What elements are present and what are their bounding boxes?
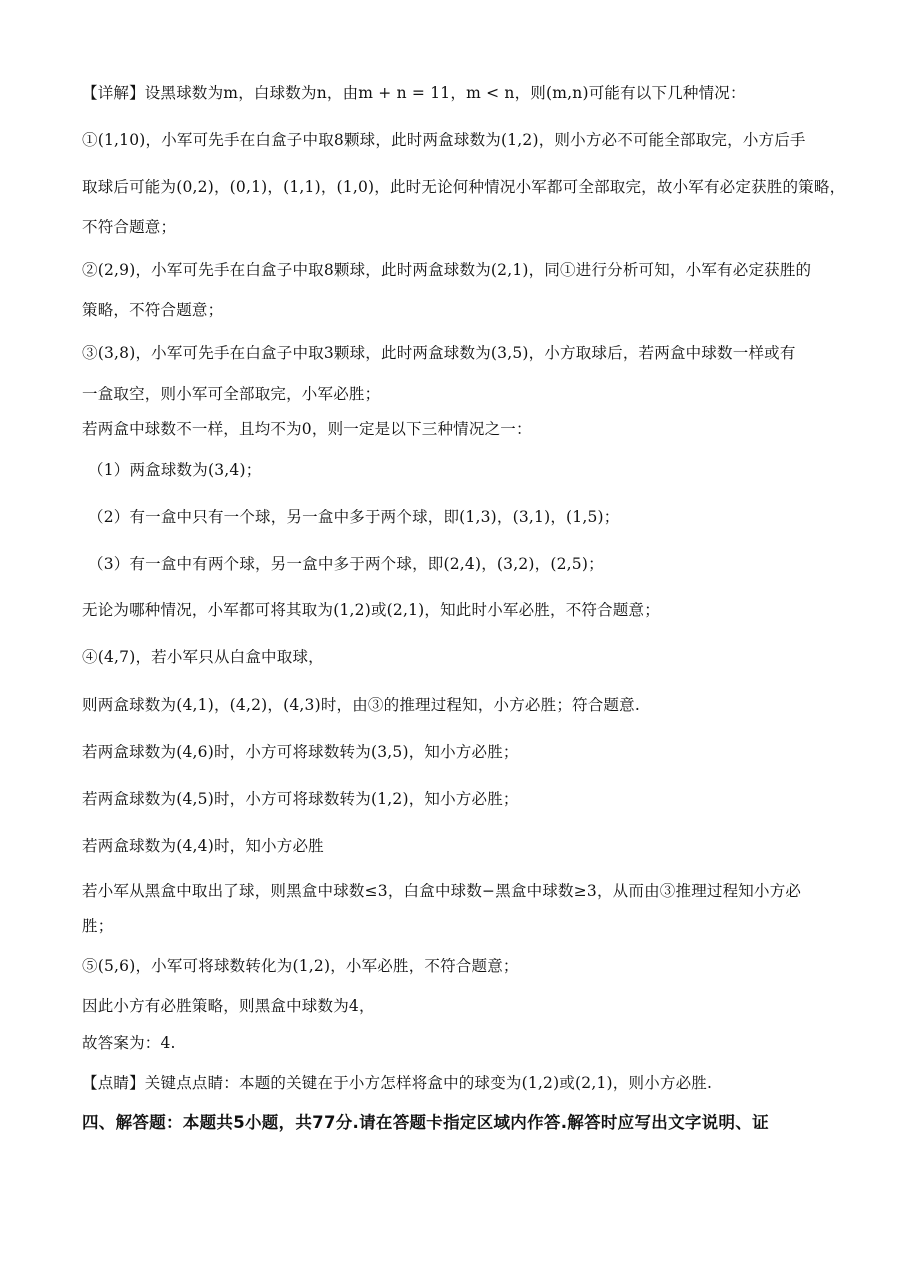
paragraph-line: 则两盒球数为(4,1)，(4,2)，(4,3)时，由③的推理过程知，小方必胜；符合题意. [82, 696, 640, 714]
paragraph-line: 【详解】设黑球数为m，白球数为n，由m + n = 11，m < n，则(m,n)可能有以下几种情况： [82, 84, 746, 102]
paragraph-line: 不符合题意； [82, 218, 177, 236]
paragraph-line: ②(2,9)，小军可先手在白盒子中取8颗球，此时两盒球数为(2,1)，同①进行分析可知，小军有必定获胜的 [82, 261, 812, 279]
paragraph-line: 取球后可能为(0,2)，(0,1)，(1,1)，(1,0)，此时无论何种情况小军都可全部取完，故小军有必定获胜的策略， [82, 178, 846, 196]
paragraph-line: 若小军从黑盒中取出了球，则黑盒中球数≤3，白盒中球数−黑盒中球数≥3，从而由③推理过程知小方必 [82, 882, 802, 900]
paragraph-line: 胜； [82, 917, 114, 935]
case-line: （2）有一盒中只有一个球，另一盒中多于两个球，即(1,3)，(3,1)，(1,5)； [88, 508, 620, 526]
paragraph-line: 若两盒球数为(4,4)时，知小方必胜 [82, 837, 324, 855]
paragraph-line: 无论为哪种情况，小军都可将其取为(1,2)或(2,1)，知此时小军必胜，不符合题意； [82, 601, 660, 619]
paragraph-line: ⑤(5,6)，小军可将球数转化为(1,2)，小军必胜，不符合题意； [82, 957, 519, 975]
paragraph-line: 若两盒球数为(4,6)时，小方可将球数转为(3,5)，知小方必胜； [82, 743, 519, 761]
paragraph-line: ①(1,10)，小军可先手在白盒子中取8颗球，此时两盒球数为(1,2)，则小方必不可能全部取完，小方后手 [82, 131, 806, 149]
paragraph-line: ④(4,7)，若小军只从白盒中取球， [82, 648, 324, 666]
section-heading: 四、解答题：本题共5小题，共77分.请在答题卡指定区域内作答.解答时应写出文字说明、证 [82, 1113, 769, 1132]
paragraph-line: 故答案为：4. [82, 1034, 176, 1052]
paragraph-line: ③(3,8)，小军可先手在白盒子中取3颗球，此时两盒球数为(3,5)，小方取球后，若两盒中球数一样或有 [82, 344, 796, 362]
case-line: （1）两盒球数为(3,4)； [88, 461, 262, 479]
paragraph-line: 若两盒球数为(4,5)时，小方可将球数转为(1,2)，知小方必胜； [82, 790, 519, 808]
paragraph-line: 因此小方有必胜策略，则黑盒中球数为4， [82, 997, 375, 1015]
paragraph-line: 一盒取空，则小军可全部取完，小军必胜； [82, 385, 381, 403]
paragraph-line: 策略，不符合题意； [82, 301, 224, 319]
paragraph-line: 【点睛】关键点点睛：本题的关键在于小方怎样将盒中的球变为(1,2)或(2,1)，则小方必胜. [82, 1074, 713, 1092]
case-line: （3）有一盒中有两个球，另一盒中多于两个球，即(2,4)，(3,2)，(2,5)； [88, 555, 604, 573]
paragraph-line: 若两盒中球数不一样，且均不为0，则一定是以下三种情况之一： [82, 420, 532, 438]
